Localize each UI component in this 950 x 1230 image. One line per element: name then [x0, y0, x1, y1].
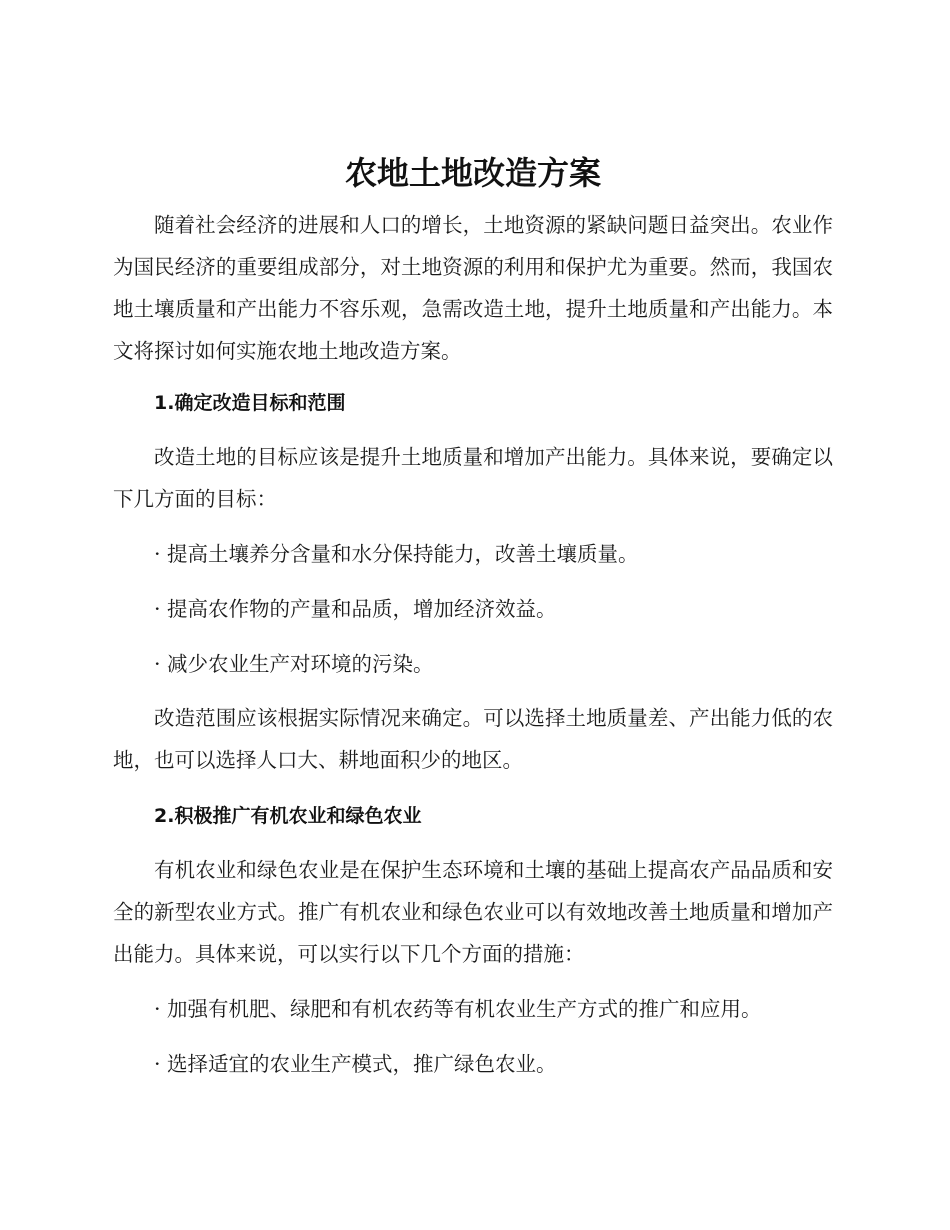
intro-paragraph: 随着社会经济的进展和人口的增长，土地资源的紧缺问题日益突出。农业作为国民经济的重要组成部分，对土地资源的利用和保护尤为重要。然而，我国农地土壤质量和产出能力不容乐观，急需改造土地，提升土地质量和产出能力。本文将探讨如何实施农地土地改造方案。: [113, 213, 833, 363]
section-1-paragraph-1: 改造土地的目标应该是提升土地质量和增加产出能力。具体来说，要确定以下几方面的目标：: [113, 445, 833, 511]
section-1-bullet-1: · 提高土壤养分含量和水分保持能力，改善土壤质量。: [154, 542, 639, 566]
section-1-bullet-2: · 提高农作物的产量和品质，增加经济效益。: [154, 597, 557, 621]
section-2-bullet-2: · 选择适宜的农业生产模式，推广绿色农业。: [154, 1052, 557, 1076]
section-1-heading: 1.确定改造目标和范围: [154, 392, 346, 414]
section-2-bullet-1: · 加强有机肥、绿肥和有机农药等有机农业生产方式的推广和应用。: [154, 997, 762, 1021]
section-1-paragraph-2: 改造范围应该根据实际情况来确定。可以选择土地质量差、产出能力低的农地，也可以选择人口大、耕地面积少的地区。: [113, 706, 833, 772]
page-title: 农地土地改造方案: [344, 154, 601, 192]
section-2-heading: 2.积极推广有机农业和绿色农业: [154, 805, 422, 827]
section-2-paragraph-1: 有机农业和绿色农业是在保护生态环境和土壤的基础上提高农产品品质和安全的新型农业方式。推广有机农业和绿色农业可以有效地改善土地质量和增加产出能力。具体来说，可以实行以下几个方面的措施：: [113, 858, 833, 966]
section-1-bullet-3: · 减少农业生产对环境的污染。: [154, 652, 434, 676]
